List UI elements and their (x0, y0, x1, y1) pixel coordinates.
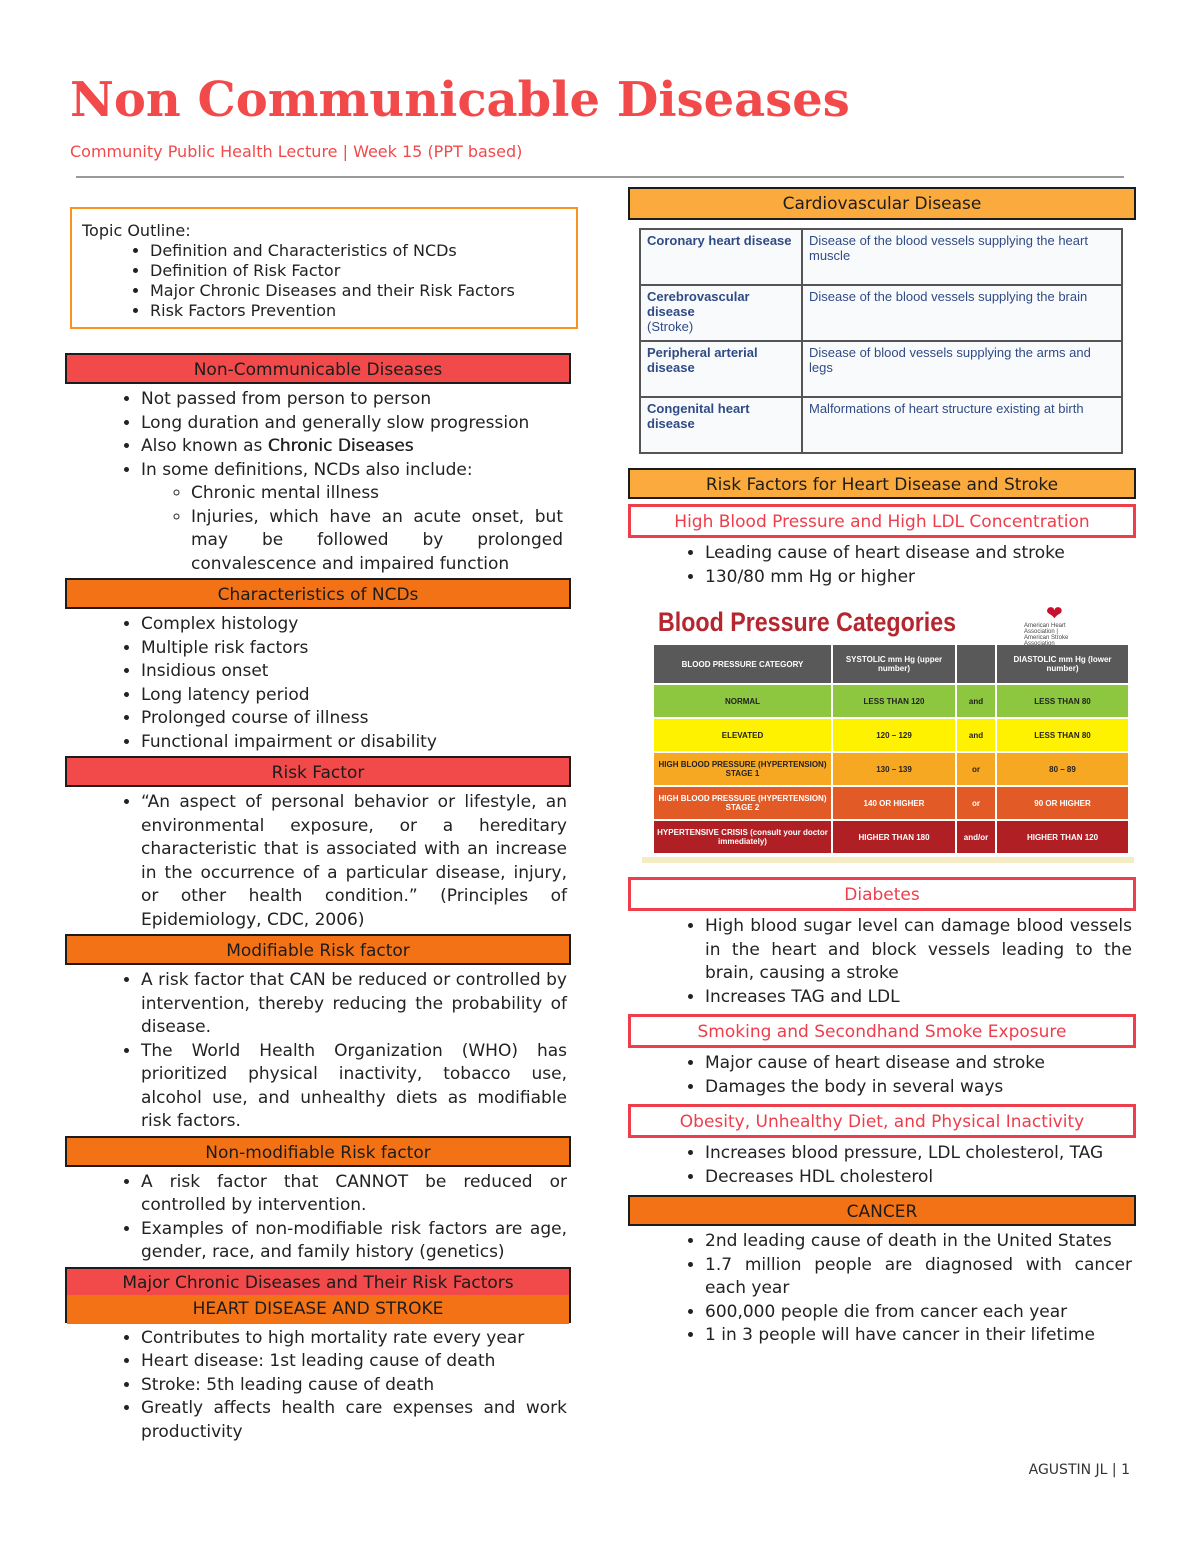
table-row (640, 229, 1122, 285)
table-cell: or (956, 786, 996, 820)
aha-logo (1024, 601, 1084, 647)
outline-label: Topic Outline: (82, 221, 191, 240)
heart-disease-stroke-title: HEART DISEASE AND STROKE (67, 1295, 569, 1324)
characteristics-heading: Characteristics of NCDs (65, 578, 571, 609)
modifiable-list (65, 969, 571, 1134)
list-item: • 1 in 3 people will have cancer in their lifetime (705, 1324, 1136, 1348)
list-item: • Damages the body in several ways (705, 1076, 1136, 1100)
bp-categories-table (652, 643, 1130, 855)
list-item-text: In some definitions, NCDs also include: (141, 459, 473, 480)
bp-categories-figure (634, 603, 1134, 863)
table-cell: and (956, 684, 996, 718)
table-row (653, 684, 1129, 718)
disease-note: (Stroke) (647, 319, 694, 334)
table-cell: or (956, 752, 996, 786)
table-cell: LESS THAN 80 (996, 684, 1129, 718)
table-cell: HIGHER THAN 120 (996, 820, 1129, 854)
list-item: • Decreases HDL cholesterol (705, 1166, 1136, 1190)
topic-outline (70, 207, 578, 329)
list-item: • Complex histology (141, 613, 571, 637)
list-item: • Insidious onset (141, 660, 571, 684)
outline-item: • Definition and Characteristics of NCDs (150, 241, 564, 261)
outline-item: • Definition of Risk Factor (150, 261, 564, 281)
bp-chart-title: Blood Pressure Categories (658, 607, 957, 637)
table-cell: HYPERTENSIVE CRISIS (consult your doctor immediately) (653, 820, 832, 854)
disease-name: Peripheral arterial disease (647, 345, 758, 375)
list-item: • Increases blood pressure, LDL cholesterol, TAG (705, 1142, 1136, 1166)
bp-figure-header (634, 601, 1134, 647)
table-cell (640, 229, 802, 285)
bp-ldl-heading: High Blood Pressure and High LDL Concentration (628, 504, 1136, 538)
modifiable-heading: Modifiable Risk factor (65, 934, 571, 965)
list-item: • A risk factor that CAN be reduced or controlled by intervention, thereby reducing the probability of disease. (141, 969, 571, 1040)
list-item: • Long latency period (141, 684, 571, 708)
list-item (141, 459, 571, 577)
list-item: • Contributes to high mortality rate every year (141, 1327, 571, 1351)
major-diseases-list (65, 1327, 571, 1445)
major-diseases-title: Major Chronic Diseases and Their Risk Factors (122, 1272, 514, 1293)
list-item: • Not passed from person to person (141, 388, 571, 412)
nonmodifiable-list (65, 1171, 571, 1265)
page-subtitle: Community Public Health Lecture | Week 15 (PPT based) (70, 142, 523, 161)
list-item: • Heart disease: 1st leading cause of death (141, 1350, 571, 1374)
table-row (640, 397, 1122, 453)
table-cell: ELEVATED (653, 718, 832, 752)
page-footer: AGUSTIN JL | 1 (1028, 1462, 1130, 1478)
list-item: • Stroke: 5th leading cause of death (141, 1374, 571, 1398)
table-cell: Disease of the blood vessels supplying the brain (802, 285, 1122, 341)
list-item: • Multiple risk factors (141, 637, 571, 661)
list-item: • Long duration and generally slow progression (141, 412, 571, 436)
cardio-heading: Cardiovascular Disease (628, 187, 1136, 220)
list-item: • Functional impairment or disability (141, 731, 571, 755)
left-column (65, 207, 571, 1444)
table-row (640, 285, 1122, 341)
list-item: • 130/80 mm Hg or higher (705, 566, 1136, 590)
table-cell: HIGHER THAN 180 (832, 820, 956, 854)
column-header: DIASTOLIC mm Hg (lower number) (996, 644, 1129, 684)
chronic-diseases-term: Chronic Diseases (267, 436, 414, 456)
table-cell (640, 397, 802, 453)
cardio-table (639, 228, 1123, 454)
ncd-list (65, 388, 571, 576)
right-column (628, 187, 1136, 1348)
table-row (653, 786, 1129, 820)
table-cell: HIGH BLOOD PRESSURE (HYPERTENSION) STAGE 1 (653, 752, 832, 786)
obesity-list (628, 1142, 1136, 1189)
table-cell: 90 OR HIGHER (996, 786, 1129, 820)
list-item: • 600,000 people die from cancer each year (705, 1301, 1136, 1325)
disease-name: Cerebrovascular disease (647, 289, 750, 319)
column-header: BLOOD PRESSURE CATEGORY (653, 644, 832, 684)
disease-name: Coronary heart disease (647, 233, 792, 248)
table-row (653, 752, 1129, 786)
table-cell: 140 OR HIGHER (832, 786, 956, 820)
list-item-text: Also known as (141, 436, 268, 456)
ncd-heading: Non-Communicable Diseases (65, 353, 571, 384)
table-cell (640, 285, 802, 341)
major-diseases-heading (65, 1267, 571, 1323)
sub-list-item: ◦ Injuries, which have an acute onset, but may be followed by prolonged convalescence and impaired function (191, 506, 567, 577)
figure-bottom-border (642, 857, 1134, 863)
outline-item: • Risk Factors Prevention (150, 301, 564, 321)
list-item: • Examples of non-modifiable risk factors are age, gender, race, and family history (genetics) (141, 1218, 571, 1265)
table-cell: 80 – 89 (996, 752, 1129, 786)
table-cell: LESS THAN 120 (832, 684, 956, 718)
list-item: • High blood sugar level can damage blood vessels in the heart and block vessels leading to the brain, causing a stroke (705, 915, 1136, 986)
table-cell: LESS THAN 80 (996, 718, 1129, 752)
list-item: • Major cause of heart disease and stroke (705, 1052, 1136, 1076)
table-cell: Disease of blood vessels supplying the arms and legs (802, 341, 1122, 397)
table-row (653, 718, 1129, 752)
table-cell: Malformations of heart structure existing at birth (802, 397, 1122, 453)
list-item: • Increases TAG and LDL (705, 986, 1136, 1010)
table-cell: 120 – 129 (832, 718, 956, 752)
list-item: • Greatly affects health care expenses and work productivity (141, 1397, 571, 1444)
aha-logo-text: American Heart Association | American Stroke Association (1024, 623, 1069, 647)
cancer-list (628, 1230, 1136, 1348)
disease-name: Congenital heart disease (647, 401, 750, 431)
smoking-list (628, 1052, 1136, 1099)
risk-factor-list (65, 791, 571, 932)
risk-factor-heading: Risk Factor (65, 756, 571, 787)
smoking-heading: Smoking and Secondhand Smoke Exposure (628, 1014, 1136, 1048)
list-item: • 1.7 million people are diagnosed with cancer each year (705, 1254, 1136, 1301)
table-header-row (653, 644, 1129, 684)
cancer-heading: CANCER (628, 1195, 1136, 1226)
table-cell: and (956, 718, 996, 752)
table-row (653, 820, 1129, 854)
nonmodifiable-heading: Non-modifiable Risk factor (65, 1136, 571, 1167)
column-header: SYSTOLIC mm Hg (upper number) (832, 644, 956, 684)
table-cell (640, 341, 802, 397)
table-cell: HIGH BLOOD PRESSURE (HYPERTENSION) STAGE 2 (653, 786, 832, 820)
list-item: • The World Health Organization (WHO) has prioritized physical inactivity, tobacco use, alcohol use, and unhealthy diets as modifiable risk factors. (141, 1040, 571, 1134)
page-title: Non Communicable Diseases (70, 72, 850, 128)
header-divider (76, 176, 1124, 178)
list-item: • “An aspect of personal behavior or lifestyle, an environmental exposure, or a hereditary characteristic that is associated with an increase in the occurrence of a particular disease, injury, or other health condition.” (Principles of Epidemiology, CDC, 2006) (141, 791, 571, 932)
diabetes-list (628, 915, 1136, 1009)
outline-item: • Major Chronic Diseases and their Risk Factors (150, 281, 564, 301)
heart-risk-heading: Risk Factors for Heart Disease and Stroke (628, 468, 1136, 499)
bp-list (628, 542, 1136, 589)
column-header (956, 644, 996, 684)
list-item (141, 435, 571, 459)
table-cell: Disease of the blood vessels supplying the heart muscle (802, 229, 1122, 285)
list-item: • 2nd leading cause of death in the United States (705, 1230, 1136, 1254)
diabetes-heading: Diabetes (628, 877, 1136, 911)
table-cell: and/or (956, 820, 996, 854)
table-cell: 130 – 139 (832, 752, 956, 786)
obesity-heading: Obesity, Unhealthy Diet, and Physical Inactivity (628, 1104, 1136, 1138)
list-item: • A risk factor that CANNOT be reduced or controlled by intervention. (141, 1171, 571, 1218)
list-item: • Prolonged course of illness (141, 707, 571, 731)
table-cell: NORMAL (653, 684, 832, 718)
list-item: • Leading cause of heart disease and stroke (705, 542, 1136, 566)
sub-list-item: ◦ Chronic mental illness (191, 482, 567, 506)
heart-torch-icon: ❤ (1046, 601, 1063, 625)
characteristics-list (65, 613, 571, 754)
table-row (640, 341, 1122, 397)
